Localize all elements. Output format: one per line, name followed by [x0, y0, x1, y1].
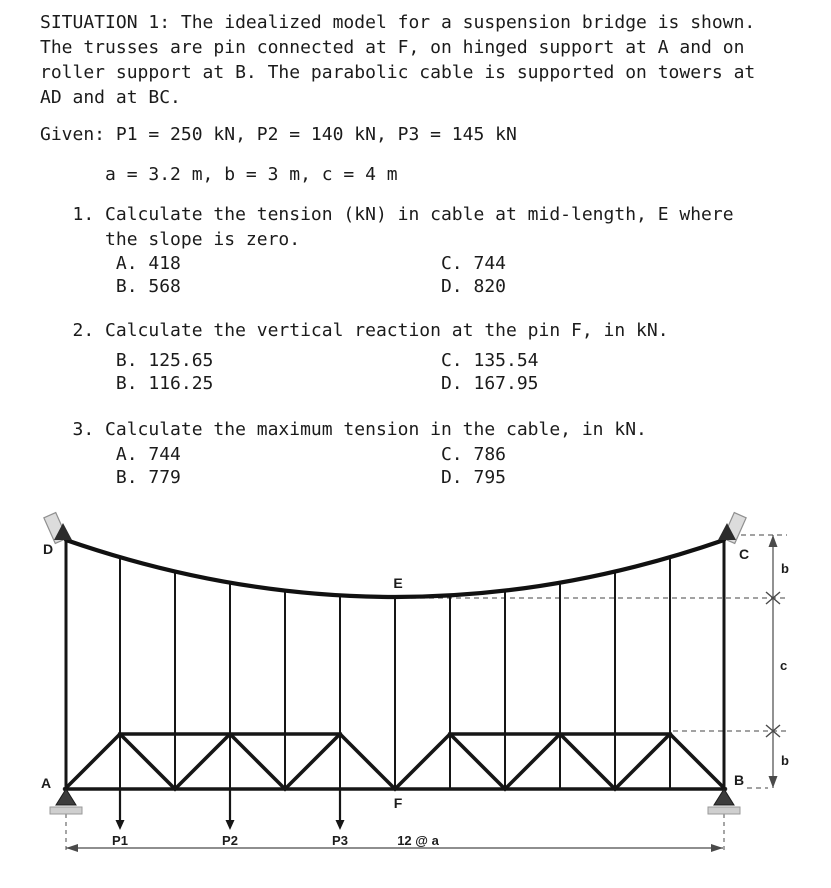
- question-2-options-bc: B. 125.65 C. 135.54: [40, 350, 539, 371]
- question-2-line-1: 2. Calculate the vertical reaction at the pin F, in kN.: [40, 320, 669, 341]
- question-1-line-1: 1. Calculate the tension (kN) in cable at mid-length, E where: [40, 204, 734, 225]
- situation-line-2: The trusses are pin connected at F, on hinged support at A and on: [40, 37, 745, 58]
- situation-line-3: roller support at B. The parabolic cable is supported on towers at: [40, 62, 756, 83]
- load-p2: [222, 789, 238, 848]
- question-3-options-ac: A. 744 C. 786: [40, 444, 506, 465]
- node-a-label: A: [40, 775, 52, 791]
- bridge-diagram: [0, 500, 831, 888]
- height-dimensions: [766, 535, 789, 788]
- hinged-support-a: [50, 789, 82, 814]
- dim-b-top-label: b: [781, 561, 789, 576]
- question-3-options-bd: B. 779 D. 795: [40, 467, 506, 488]
- node-b-label: B: [733, 772, 745, 788]
- dim-c-label: c: [780, 658, 788, 673]
- cable-saddle-right: [718, 513, 746, 544]
- load-p1: [112, 789, 128, 848]
- load-p3: [332, 789, 348, 848]
- node-f-label: F: [393, 795, 403, 811]
- cable-saddle-left: [44, 513, 72, 544]
- load-p1-label: P1: [112, 833, 128, 848]
- cable-hangers: [120, 557, 670, 789]
- situation-line-1: SITUATION 1: The idealized model for a suspension bridge is shown.: [40, 12, 756, 33]
- question-1-line-2: the slope is zero.: [40, 229, 301, 250]
- load-p3-label: P3: [332, 833, 348, 848]
- roller-support-b: [708, 789, 740, 814]
- node-d-label: D: [42, 541, 54, 557]
- span-label: 12 @ a: [397, 833, 439, 848]
- node-e-label: E: [393, 575, 403, 591]
- question-1-options-ac: A. 418 C. 744: [40, 253, 506, 274]
- situation-line-4: AD and at BC.: [40, 87, 181, 108]
- given-dimensions: a = 3.2 m, b = 3 m, c = 4 m: [40, 164, 398, 185]
- span-dimension: [66, 833, 723, 852]
- given-values: Given: P1 = 250 kN, P2 = 140 kN, P3 = 145 kN: [40, 124, 517, 145]
- question-1-options-bd: B. 568 D. 820: [40, 276, 506, 297]
- node-c-label: C: [738, 546, 750, 562]
- question-3-line-1: 3. Calculate the maximum tension in the cable, in kN.: [40, 419, 647, 440]
- question-2-options-bd: B. 116.25 D. 167.95: [40, 373, 539, 394]
- load-p2-label: P2: [222, 833, 238, 848]
- dim-b-bottom-label: b: [781, 753, 789, 768]
